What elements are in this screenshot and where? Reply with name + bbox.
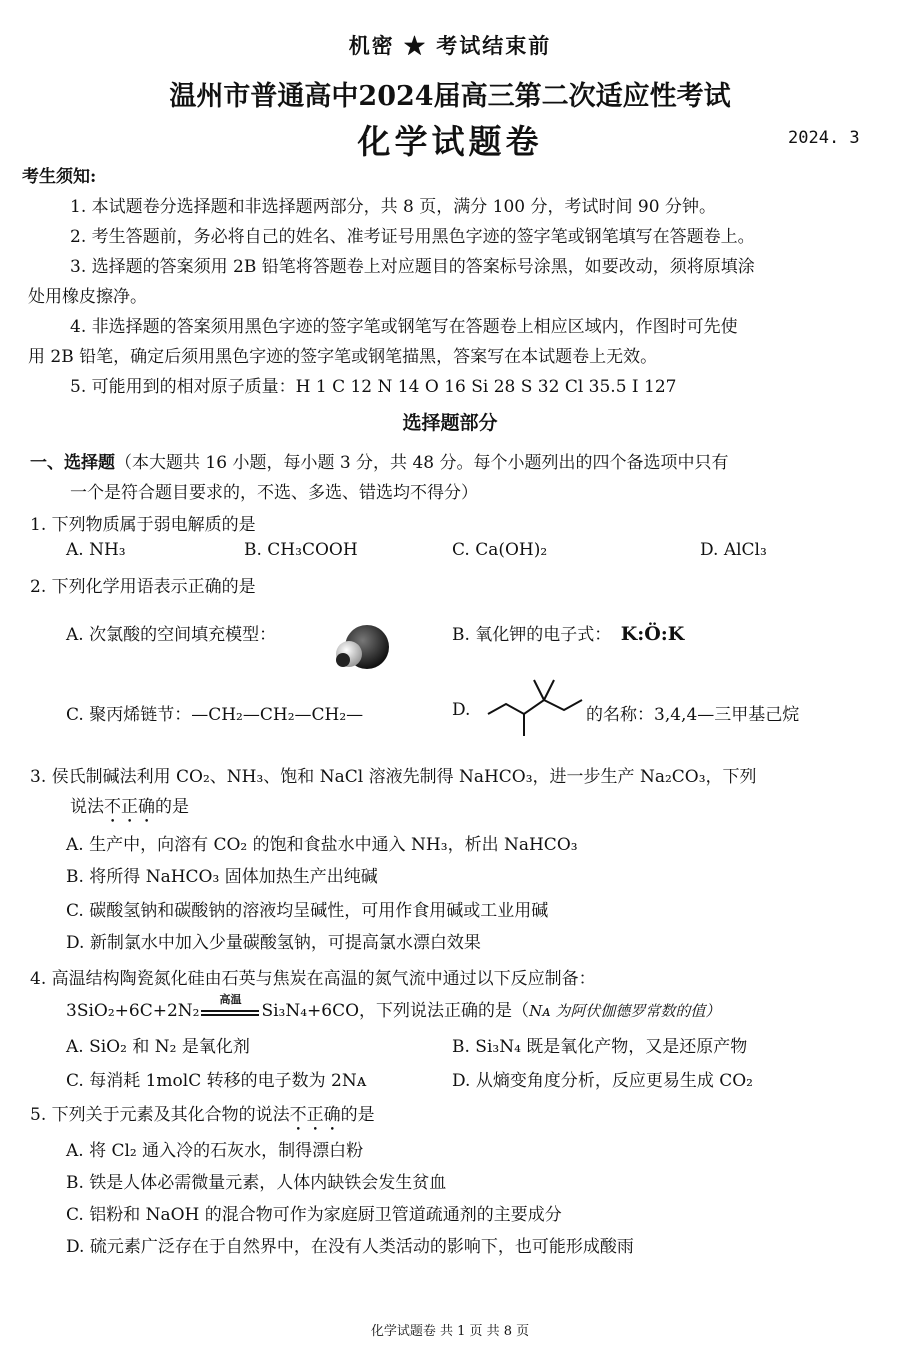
q4-eq-arrow	[201, 993, 259, 1016]
page-footer: 化学试题卷 共 1 页 共 8 页	[370, 1324, 530, 1339]
confidential-label: 机密 ★ 考试结束前	[348, 33, 552, 58]
notice-item: 5. 可能用到的相对原子质量：H 1 C 12 N 14 O 16 Si 28 S 32 Cl 35.5 I 127	[70, 377, 677, 397]
q4-eq-left: 3SiO₂+6C+2N₂	[66, 1001, 200, 1021]
notice-title: 考生须知:	[22, 167, 97, 187]
part-heading-desc2: 一个是符合题目要求的，不选、多选、错选均不得分）	[70, 483, 478, 503]
notice-item: 3. 选择题的答案须用 2B 铅笔将答题卷上对应题目的答案标号涂黑，如要改动，须将原填涂	[70, 257, 755, 277]
part-heading-desc: （本大题共 16 小题，每小题 3 分，共 48 分。每个小题列出的四个备选项中只有	[115, 453, 729, 473]
q1-option-d: D. AlCl₃	[700, 540, 767, 560]
q4-eq-right: Si₃N₄+6CO，下列说法正确的是（	[261, 1001, 530, 1021]
q2-option-b-text: B. 氧化钾的电子式：	[452, 625, 612, 645]
q4-option-d: D. 从熵变角度分析，反应更易生成 CO₂	[452, 1071, 753, 1091]
q2-option-d-text: 的名称：3,4,4—三甲基己烷	[586, 705, 800, 725]
question-3-stem: 3. 侯氏制碱法利用 CO₂、NH₃、饱和 NaCl 溶液先制得 NaHCO₃，进一步生产 Na₂CO₃，下列	[30, 767, 757, 787]
q2-option-c: C. 聚丙烯链节：—CH₂—CH₂—CH₂—	[66, 705, 364, 725]
skeletal-structure-icon	[486, 678, 586, 738]
q3-option-d: D. 新制氯水中加入少量碳酸氢钠，可提高氯水漂白效果	[66, 933, 481, 953]
notice-item: 处用橡皮擦净。	[28, 287, 147, 307]
notice-item: 4. 非选择题的答案须用黑色字迹的签字笔或钢笔写在答题卷上相应区域内，作图时可先使	[70, 317, 738, 337]
q4-option-b: B. Si₃N₄ 既是氧化产物，又是还原产物	[452, 1037, 748, 1057]
q5-option-c: C. 铝粉和 NaOH 的混合物可作为家庭厨卫管道疏通剂的主要成分	[66, 1205, 562, 1225]
q3-stem-emphasis: 不正确	[104, 797, 155, 817]
q4-eq-condition: 高温	[219, 993, 242, 1006]
question-3-stem-cont	[70, 792, 900, 827]
q1-option-b: B. CH₃COOH	[244, 540, 358, 560]
notice-item: 1. 本试题卷分选择题和非选择题两部分，共 8 页，满分 100 分，考试时间 90 分钟。	[70, 197, 716, 217]
q4-equation	[66, 993, 721, 1021]
q5-option-a: A. 将 Cl₂ 通入冷的石灰水，制得漂白粉	[66, 1141, 364, 1161]
q1-option-a: A. NH₃	[66, 540, 126, 560]
paper-title: 化学试题卷	[357, 122, 543, 161]
q5-option-b: B. 铁是人体必需微量元素，人体内缺铁会发生贫血	[66, 1173, 447, 1193]
question-1-stem: 1. 下列物质属于弱电解质的是	[30, 515, 256, 535]
question-5-stem	[30, 1100, 900, 1135]
q3-option-a: A. 生产中，向溶有 CO₂ 的饱和食盐水中通入 NH₃，析出 NaHCO₃	[66, 835, 578, 855]
k2o-electron-formula: K:Ö:K	[620, 623, 685, 645]
part-heading	[30, 448, 900, 473]
q4-option-a: A. SiO₂ 和 N₂ 是氧化剂	[66, 1037, 250, 1057]
hclo-space-filling-model-icon	[333, 624, 391, 672]
part-heading-label: 一、选择题	[30, 453, 115, 473]
q4-option-c: C. 每消耗 1molC 转移的电子数为 2Nᴀ	[66, 1071, 367, 1091]
section-title: 选择题部分	[402, 412, 498, 434]
q5-stem-pre: 5. 下列关于元素及其化合物的说法	[30, 1105, 290, 1125]
exam-date: 2024. 3	[788, 128, 860, 148]
q5-stem-emphasis: 不正确	[289, 1105, 341, 1125]
q2-option-b	[452, 620, 684, 645]
q3-option-b: B. 将所得 NaHCO₃ 固体加热生产出纯碱	[66, 867, 378, 887]
exam-name: 温州市普通高中2024届高三第二次适应性考试	[169, 81, 731, 112]
q4-eq-note: Nᴀ 为阿伏伽德罗常数的值）	[529, 1002, 721, 1020]
q5-stem-post: 的是	[340, 1105, 375, 1125]
q3-stem-pre: 说法	[70, 797, 104, 817]
notice-item: 2. 考生答题前，务必将自己的姓名、准考证号用黑色字迹的签字笔或钢笔填写在答题卷上。	[70, 227, 755, 247]
question-2-stem: 2. 下列化学用语表示正确的是	[30, 577, 256, 597]
q2-option-d-label: D.	[452, 700, 471, 720]
notice-item: 用 2B 铅笔，确定后须用黑色字迹的签字笔或钢笔描黑，答案写在本试题卷上无效。	[28, 347, 658, 367]
question-4-stem: 4. 高温结构陶瓷氮化硅由石英与焦炭在高温的氮气流中通过以下反应制备：	[30, 969, 596, 989]
q3-option-c: C. 碳酸氢钠和碳酸钠的溶液均呈碱性，可用作食用碱或工业用碱	[66, 901, 549, 921]
q3-stem-post: 的是	[155, 797, 189, 817]
q1-option-c: C. Ca(OH)₂	[452, 540, 548, 560]
q5-option-d: D. 硫元素广泛存在于自然界中，在没有人类活动的影响下，也可能形成酸雨	[66, 1237, 634, 1257]
q2-option-a: A. 次氯酸的空间填充模型：	[66, 625, 277, 645]
